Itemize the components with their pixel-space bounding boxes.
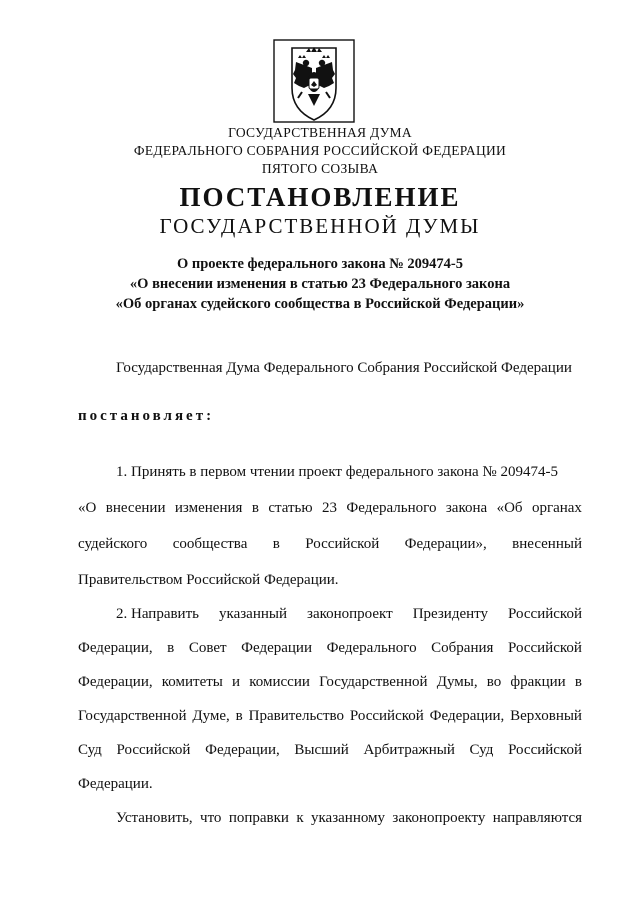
word: Российской <box>116 742 191 758</box>
item2-line-2 <box>78 640 582 657</box>
word: Правительство <box>248 708 344 724</box>
issuer-line-1: ГОСУДАРСТВЕННАЯ ДУМА <box>228 125 412 140</box>
word: и <box>232 674 241 690</box>
subject-line-3: «Об органах судейского сообщества в Российской Федерации» <box>115 296 525 312</box>
word: Президенту <box>412 606 489 622</box>
word: направляются <box>492 810 582 826</box>
word: Думы, <box>436 674 478 690</box>
word: в <box>251 500 259 516</box>
word: Российской <box>508 742 582 758</box>
word: в <box>235 708 243 724</box>
subject-line-1: О проекте федерального закона № 209474-5 <box>176 256 464 272</box>
word: Федерации, <box>78 640 153 656</box>
word: «О <box>78 500 97 516</box>
coat-of-arms-emblem <box>268 36 360 126</box>
item3-line-1 <box>116 810 582 827</box>
subject-line-2: «О внесении изменения в статью 23 Федерального закона <box>129 276 511 292</box>
word: в <box>574 674 582 690</box>
word: что <box>200 810 222 826</box>
word: изменения <box>174 500 243 516</box>
word: Федерального <box>346 500 437 516</box>
word: Российской <box>508 606 582 622</box>
word: Государственной <box>78 708 187 724</box>
word: во <box>486 674 502 690</box>
word: Государственной <box>319 674 428 690</box>
issuer-block <box>0 124 640 178</box>
item2-line-1 <box>116 606 582 623</box>
word: в <box>167 640 175 656</box>
word: внесении <box>105 500 166 516</box>
word: сообщества <box>172 536 248 552</box>
document-type-subtitle: ГОСУДАРСТВЕННОЙ ДУМЫ <box>159 214 481 238</box>
word: Арбитражный <box>363 742 455 758</box>
word: 2. Направить <box>116 606 199 622</box>
word: Установить, <box>116 810 193 826</box>
word: Федерации», <box>404 536 487 552</box>
word: Собрания <box>431 640 494 656</box>
resolves-text: постановляет: <box>78 408 215 424</box>
word: Верховный <box>510 708 582 724</box>
item1-line-1: 1. Принять в первом чтении проект федерального закона № 209474-5 <box>116 464 558 480</box>
word: Высший <box>294 742 349 758</box>
word: поправки <box>228 810 289 826</box>
item2-line-3 <box>78 674 582 691</box>
word: законопроекту <box>392 810 486 826</box>
item2-line-5 <box>78 742 582 759</box>
item1-line-3 <box>78 536 582 553</box>
word: Федерации, <box>205 742 280 758</box>
word: Федерации, <box>78 674 153 690</box>
item2-line-6: Федерации. <box>78 776 153 792</box>
item1-line-2 <box>78 500 582 517</box>
word: статью <box>268 500 313 516</box>
word: Суд <box>78 742 102 758</box>
document-subject <box>0 254 640 314</box>
word: законопроект <box>307 606 393 622</box>
word: закона <box>445 500 488 516</box>
document-type-title: ПОСТАНОВЛЕНИЕ <box>179 182 461 212</box>
word: указанный <box>219 606 287 622</box>
word: Федерального <box>326 640 417 656</box>
word: Федерации <box>241 640 312 656</box>
word: Российской <box>305 536 380 552</box>
word: судейского <box>78 536 148 552</box>
item2-line-4 <box>78 708 582 725</box>
item1-line-4: Правительством Российской Федерации. <box>78 572 339 588</box>
issuer-line-3: ПЯТОГО СОЗЫВА <box>261 161 379 176</box>
word: «Об <box>496 500 523 516</box>
word: внесенный <box>512 536 582 552</box>
word: в <box>272 536 280 552</box>
word: Российской <box>349 708 424 724</box>
word: Российской <box>508 640 582 656</box>
word: Думе, <box>192 708 230 724</box>
word: 23 <box>322 500 338 516</box>
word: указанному <box>310 810 386 826</box>
issuer-line-2: ФЕДЕРАЛЬНОГО СОБРАНИЯ РОССИЙСКОЙ ФЕДЕРАЦИИ <box>133 143 507 158</box>
word: Федерации, <box>429 708 505 724</box>
word: Совет <box>188 640 227 656</box>
word: комитеты <box>161 674 223 690</box>
word: к <box>296 810 304 826</box>
word: Суд <box>469 742 494 758</box>
word: органах <box>531 500 582 516</box>
preamble-text: Государственная Дума Федерального Собрания Российской Федерации <box>116 360 572 376</box>
word: комиссии <box>249 674 310 690</box>
word: фракции <box>510 674 566 690</box>
